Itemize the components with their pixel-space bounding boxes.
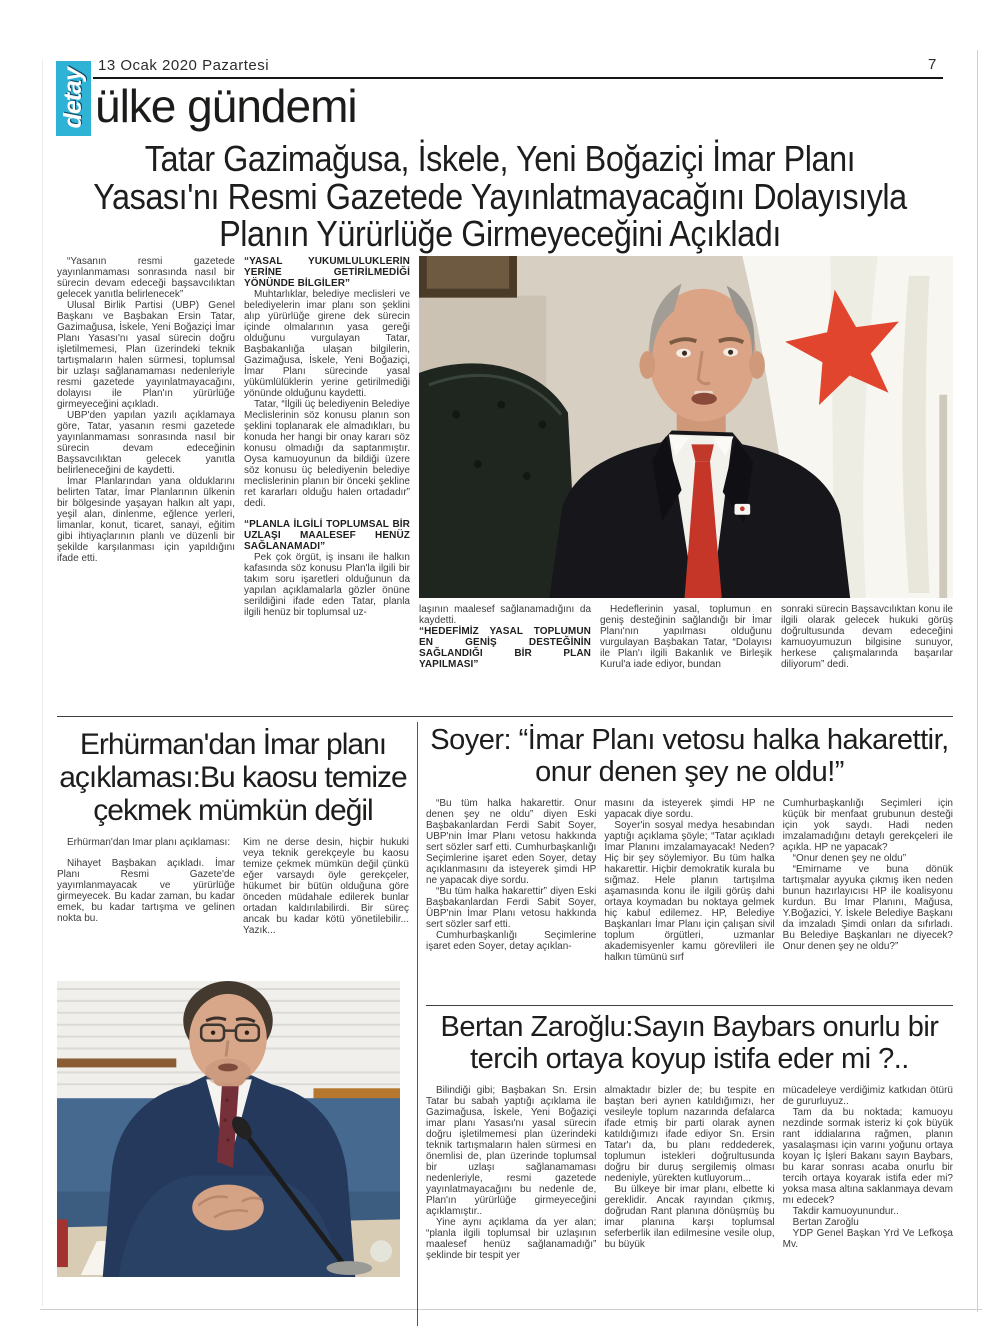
body-paragraph: Takdir kamuoyunundur.. <box>792 1206 899 1217</box>
soyer-columns <box>426 798 953 996</box>
body-paragraph: Bilindiği gibi; Başbakan Sn. Ersin Tatar bu sabah yaptığı açıklama ile Gazimağusa, İskele, Yeni Boğaziçi imar planı Yasası'nı yasal sürecin doğru işletilmemesi plan üzerindeki teknik tartışmaların halen sürmesi en önemlisi de, plan üzerinde toplumsal bir uzlaşı sağlanamaması nedenleriyle, resmi gazetede yayınlatmayacağını bu nedenle de, Plan'ın yürürlüğe girmeyeceğini açıklamıştır.. <box>426 1085 597 1217</box>
main-article-column-5 <box>781 604 953 712</box>
body-paragraph: UBP'den yapılan yazılı açıklamaya göre, Tatar, yasanın resmi gazetede yayınlanmaması sonrasında nasıl bir sürecin devam edeceğinin Başsavcılıktan gelecek yanıtla belirleneceğini de kaydetti. <box>57 410 235 476</box>
main-article-column-2 <box>244 256 410 714</box>
main-article-column-1 <box>57 256 235 714</box>
body-paragraph: almaktadır bizler de; bu tespite en baştan beri aynen katıldığımızı, her vesileyle toplum nazarında defalarca ifade etmiş bir parti olarak aynen katıldığımızı ifade ediyor Sn. Ersin Tatar'ı da, bu planı reddederek, toplumun istekleri doğrultusunda doğru bir duruş sergilemiş olması nedeniyle, yürekten kutluyorum... <box>604 1085 775 1184</box>
photo-ersin-tatar <box>419 256 953 598</box>
body-paragraph: mücadeleye verdiğimiz katkıdan ötürü de gururluyuz.. <box>782 1085 953 1107</box>
bottom-section <box>57 722 953 1326</box>
soyer-column-2 <box>604 798 774 996</box>
zaroglu-headline: Bertan Zaroğlu:Sayın Baybars onurlu bir tercih ortaya koyup istifa eder mi ?.. <box>440 1011 939 1075</box>
body-paragraph: “Onur denen şey ne oldu” <box>792 853 907 864</box>
article-divider <box>426 1005 953 1006</box>
main-article-under-photo <box>419 604 953 712</box>
body-paragraph: Cumhurbaşkanlığı Seçimleri için küçük bir menfaat grubunun desteği için yok saydı. Hadi neden imzalamadığını detaylı gerekçeleri ile açıkla. HP ne yapacak? <box>782 798 953 853</box>
page-number: 7 <box>928 56 937 73</box>
main-article-column-4 <box>600 604 772 712</box>
main-headline-wrap <box>0 140 1000 253</box>
body-paragraph: Soyer'in sosyal medya hesabından yaptığı açıklama şöyle; “Tatar açıkladı İmar Planını imzalamayacak! Neden? Hiç bir şey söylemiyor. Bu tüm halka hakarettir. Hiçbir demokratik kurala bu sığmaz. Hele planın tartışılma aşamasında konu ile ilgili görüş dahi ortaya koymadan bu noktaya gelmek hiç kabul edilemez. HP, Belediye Başkanları İmar Planı için çalışan sivil toplum örgütleri, uzmanlar akademisyenler kamu görevlileri ile halkın tümünü sırf <box>604 820 775 963</box>
detay-logo <box>56 61 91 136</box>
body-paragraph: Nihayet Başbakan açıkladı. İmar Planı Resmi Gazete'de yayımlanmayacak ve yürürlüğe girmeyecek. Bu kadar zaman, bu kadar emek, bu kadar tartışma ve gelinen nokta bu. <box>57 858 235 924</box>
body-paragraph: Pek çok örgüt, iş insanı ile halkın kafasında söz konusu Plan'la ilgili bir takım soru işaretleri olduğunun da yapılan açıklamalarla gözler önüne serildiğini ifade eden Tatar, planla ilgili henüz bir toplumsal uz- <box>244 552 410 618</box>
erhurman-column-2 <box>243 837 409 973</box>
body-paragraph: sonraki sürecin Başsavcılıktan konu ile ilgili olarak gelecek hukuki görüş doğrultusunda devam edeceğini kamuoyumuzun bilgisine sunuyor, herkese çalışmalarında başarılar diliyorum” dedi. <box>781 604 953 670</box>
detay-logo-text: detay <box>59 68 87 129</box>
body-paragraph: “Emirname ve buna dönük tartışmalar ayyuka çıkmış iken neden bunun hazırlayıcısı HP ile koalisyonu kurdun. Bu İmar Planını, Mağusa, Y.Boğazici, Y. İskele Belediye Başkanı da imzaladı Şimdi onları da sıfırladı. Bu Belediye Başkanları ne diyecek? Onur denen şey ne oldu?” <box>782 864 953 952</box>
soyer-headline: Soyer: “İmar Planı vetosu halka hakarettir, onur denen şey ne oldu!” <box>430 724 949 788</box>
vertical-divider <box>417 722 418 1326</box>
main-article-right <box>419 256 953 714</box>
main-headline: Tatar Gazimağusa, İskele, Yeni Boğaziçi İmar Planı Yasası'nı Resmi Gazetede Yayınlatmayacağını Dolayısıyla Planın Yürürlüğe Girmeyeceğini Açıkladı <box>93 138 907 254</box>
body-paragraph: Ulusal Birlik Partisi (UBP) Genel Başkanı ve Başbakan Ersin Tatar, Gazimağusa, İskele, Yeni Boğaziçi İmar Planı Yasası'nı yasal sürecin doğru işletilmemesi, Plan üzerindeki teknik tartışmaların halen sürmesi, toplumsal bir uzlaşı sağlanamaması nedenleriyle resmi gazetede yayınlatmayacağını, dolayısı ile Plan'ın yürürlüğe girmeyeceğini açıkladı. <box>57 300 235 410</box>
body-paragraph: “Yasanın resmi gazetede yayınlanmaması sonrasında nasıl bir sürecin devam edeceği başsavcılıktan gelecek yanıtla belirlenecek” <box>57 256 235 300</box>
main-article <box>57 256 953 714</box>
body-paragraph: Tam da bu noktada; kamuoyu nezdinde sormak isteriz ki çok büyük rant iddialarına rağmen, planın yasalaşması için varını yoğunu ortaya koyan İç İşleri Bakanı sayın Baybars, bu karar sonrası acaba onurlu bir tercih ortaya koyarak istifa eder mi? yoksa masa altına saklanmaya devam mı edecek? <box>782 1107 953 1206</box>
main-article-column-3 <box>419 604 591 712</box>
body-paragraph: Yine aynı açıklama da yer alan; “planla ilgili toplumsal bir uzlaşının maalesef henüz sağlanamadığı” şeklinde bir tespit yer <box>426 1217 597 1261</box>
subhead: “HEDEFİMİZ YASAL TOPLUMUN EN GENİŞ DESTEĞİNİN SAĞLANDIĞI BİR PLAN YAPILMASI” <box>419 626 591 670</box>
body-paragraph: “Bu tüm halka hakarettir” diyen Eski Başbakanlardan Ferdi Sabit Soyer, ÜBP'nin İmar Planı vetosu hakkında sert sözler sarf etti. <box>426 886 597 930</box>
body-paragraph: Tatar, “İlgili üç belediyenin Belediye Meclislerinin söz konusu planın son şeklini toplanarak ele almadıkları, bu konuda her hangi bir onay kararı söz konusu olmadığı da saptanmıştır. Oysa kamuoyunun da bildiği üzere söz konusu üç belediyenin belediye meclislerinin planın bir önceki şekline ret kararları olduğu halen ortadadır” dedi. <box>244 399 410 509</box>
erhurman-headline: Erhürman'dan İmar planı açıklaması:Bu kaosu temize çekmek mümkün değil <box>59 728 407 827</box>
body-paragraph: İmar Planlarından yana olduklarını belirten Tatar, İmar Planlarının ülkenin bir bölgesinde yaşayan halkın alt yapı, yeşil alan, dinlenme, eğlence yerleri, limanlar, konut, ticaret, sanayi, eğitim gibi ihtiyaçlarının planlı ve düzenli bir şekilde karşılanması için yapıldığını ifade etti. <box>57 476 235 564</box>
body-paragraph: Cumhurbaşkanlığı Seçimlerine işaret eden Soyer, detay açıklan- <box>426 930 597 952</box>
body-paragraph: Bu ülkeye bir imar planı, elbette ki gereklidir. Ancak rayından çıkmış, doğrudan Rant planına dönüşmüş bu imar planına karşı toplumsal seferberlik ilan edilmesine vesile olup, bu büyük <box>604 1184 775 1250</box>
section-divider <box>57 716 953 717</box>
body-paragraph: Bertan Zaroğlu <box>792 1217 859 1228</box>
body-paragraph: Muhtarlıklar, belediye meclisleri ve belediyelerin imar planı son şeklini alıp yürürlüğe girene dek sürecin içinde olmalarının yasa gereği olduğunu vurgulayan Tatar, Başbakanlığa ulaşan bilgilerin, Gazimağusa, İskele, Yeni Boğaziçi, İmar Planı sürecinde yasal yükümlülüklerin yerine getirilmediği yönünde olduğunu kaydetti. <box>244 289 410 399</box>
erhurman-columns <box>57 837 409 973</box>
body-paragraph: “Bu tüm halka hakarettir. Onur denen şey ne oldu” diyen Eski Başbakanlardan Ferdi Sabit Soyer, UBP'nin İmar Planı vetosu hakkında sert sözler sarf etti. Cumhurbaşkanlığı Seçimlerine işaret eden Soyer, detay açıklanmasını da isteyerek şimdi HP ne yapacak diye sordu. <box>426 798 597 886</box>
body-paragraph: Erhürman'dan İmar planı açıklaması: <box>67 837 231 848</box>
section-title: ülke gündemi <box>95 80 357 132</box>
body-paragraph: laşının maalesef sağlanamadığını da kaydetti. <box>419 604 591 626</box>
right-articles <box>426 722 953 1326</box>
photo-tufan-erhurman <box>57 981 400 1277</box>
subhead: “PLANLA İLGİLİ TOPLUMSAL BİR UZLAŞI MAALESEF HENÜZ SAĞLANAMADI” <box>244 519 410 552</box>
erhurman-article <box>57 722 409 1326</box>
zaroglu-columns <box>426 1085 953 1326</box>
body-paragraph: Hedeflerinin yasal, toplumun en geniş desteğinin sağlandığı bir İmar Planı'nın yapılması olduğunu vurgulayan Başbakan Tatar, “Dolayısı ile Plan'ı ilgili Bakanlık ve Birleşik Kurul'a iade ediyor, bundan <box>600 604 772 670</box>
dateline: 13 Ocak 2020 Pazartesi <box>98 57 270 74</box>
body-paragraph: YDP Genel Başkan Yrd Ve Lefkoşa Mv. <box>782 1228 953 1250</box>
body-paragraph: Kim ne derse desin, hiçbir hukuki veya teknik gerekçeyle bu kaosu temize çekmek mümkün değil çünkü eğer varsaydı öyle gerekçeler, hükumet bir bütün olduğuna göre önceden müdahale edilerek bunlar ortadan kaldırılabilirdi. Bir süreç ancak bu kadar kötü yönetilebilir... Yazık... <box>243 837 409 936</box>
soyer-column-1 <box>426 798 596 996</box>
erhurman-column-1 <box>57 837 235 973</box>
body-paragraph: masını da isteyerek şimdi HP ne yapacak diye sordu. <box>604 798 775 820</box>
zaroglu-column-1 <box>426 1085 596 1326</box>
subhead: “YASAL YÜKÜMLÜLÜKLERİN YERİNE GETİRİLMEDİĞİ YÖNÜNDE BİLGİLER” <box>244 256 410 289</box>
zaroglu-column-2 <box>604 1085 774 1326</box>
soyer-column-3 <box>783 798 953 996</box>
zaroglu-column-3 <box>783 1085 953 1326</box>
